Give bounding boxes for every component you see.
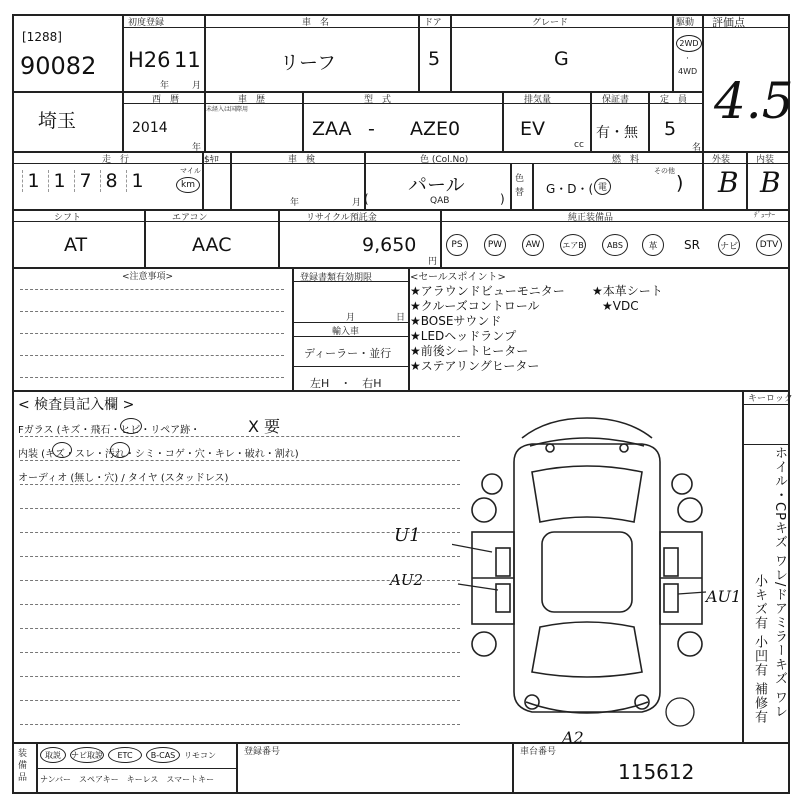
km-text: km (181, 180, 195, 190)
steering-value: 左H ・ 右H (310, 377, 382, 390)
mileage-digit: 1 (22, 170, 44, 192)
equip-dtv-text: DTV (759, 240, 779, 250)
reg-day-unit: 日 (396, 313, 406, 323)
capacity-label: 定 員 (660, 95, 688, 105)
history-label: 車 歴 (238, 95, 266, 105)
sales-point: ★本革シート (592, 284, 663, 298)
notes-label: <注意事項> (122, 272, 174, 282)
sales-point: ★BOSEサウンド (410, 314, 502, 328)
aircon-label: エアコン (172, 213, 208, 223)
chassis-number: 115612 (618, 760, 695, 784)
items-label: 装備品 (18, 749, 28, 783)
auction-number: 90082 (20, 52, 97, 80)
fuel-electric-circled (594, 178, 611, 195)
cc-unit: cc (574, 140, 584, 150)
aircon-value: AAC (192, 234, 232, 256)
year-unit: 年 (160, 81, 170, 91)
reg-number-label: 登録番号 (244, 747, 281, 757)
chassis-label: 車台番号 (520, 747, 557, 757)
inspector-interior: 内装 (キズ・スレ・汚れ・シミ・コゲ・穴・キレ・破れ・割れ) (18, 449, 299, 460)
equip-dtv (756, 234, 782, 256)
item-spare-key: スペアキー (79, 775, 119, 784)
fglass-mark: X 要 (248, 417, 281, 436)
sales-point: ★VDC (602, 299, 639, 313)
damage-u1: U1 (394, 525, 421, 546)
drive-dot: · (686, 54, 689, 64)
mileage-digit: 1 (126, 170, 148, 192)
auction-sheet (12, 14, 794, 794)
doors-label: ドア (424, 18, 442, 28)
equip-ps-text: PS (451, 240, 463, 250)
score-value: 4.5 (714, 72, 794, 130)
displacement-value: EV (520, 118, 546, 140)
interior-scratch-circle (52, 442, 72, 458)
sales-points-right (592, 284, 663, 314)
key-label: キーロック (748, 394, 793, 404)
reg-month-unit: 月 (346, 313, 356, 323)
sales-point: ★前後シートヒーター (410, 344, 529, 358)
fglass-chip-circle (120, 418, 142, 434)
warranty-value: 有・無 (596, 125, 638, 141)
exterior-label: 外装 (712, 155, 731, 165)
inspector-audio: オーディオ (無し・穴) / タイヤ (スタッドレス) (18, 473, 229, 484)
color-change-label: 色替 (515, 174, 525, 198)
first-reg-era-year: H26 (128, 48, 171, 72)
km-circled (176, 177, 200, 193)
inspection-year-unit: 年 (290, 198, 300, 208)
sales-point: ★クルーズコントロール (410, 299, 540, 313)
reg-expiry-label: 登録書類有効期限 (300, 273, 373, 283)
color-label: 色 (Col.No) (420, 155, 469, 165)
side-text-1: ホイル・CPキズ ワレ/ドアミラーキズ ワレ (772, 446, 787, 719)
item-keyless: キーレス (126, 775, 159, 784)
gregorian-label: 西 暦 (152, 95, 180, 105)
equip-navi (718, 234, 740, 256)
color-paren-open: ( (364, 192, 369, 206)
yen-unit: 円 (428, 257, 438, 267)
item-navi-manual: ナビ取説 (70, 747, 104, 763)
fuel-electric-text: 電 (597, 183, 607, 193)
damage-a2: A2 (562, 728, 584, 747)
inspector-label: < 検査員記入欄 > (18, 397, 135, 413)
score-label: 評価点 (712, 16, 745, 29)
car-name-label: 車 名 (302, 18, 330, 28)
shift-label: シフト (54, 213, 82, 223)
inspection-month-unit: 月 (352, 198, 362, 208)
equip-abs-text: ABS (607, 240, 623, 250)
items-row-1 (40, 747, 216, 763)
interior-stain-circle (110, 442, 130, 458)
item-bcas: B-CAS (146, 747, 180, 763)
model-dash: - (368, 118, 375, 140)
doors-value: 5 (428, 48, 441, 70)
fuel-label: 燃 料 (612, 155, 640, 165)
recycle-label: リサイクル預託金 (306, 213, 377, 223)
exterior-grade: B (718, 166, 739, 199)
equip-abs (602, 234, 628, 256)
item-remote: リモコン (184, 751, 216, 760)
grade-value: G (554, 48, 569, 70)
month-unit: 月 (192, 81, 202, 91)
items-row-2 (40, 774, 214, 785)
history-sub: 未経入は国際用 (206, 106, 249, 113)
first-reg-label: 初度登録 (128, 18, 165, 28)
equipment-label: 純正装備品 (568, 213, 614, 223)
color-value: パール (408, 174, 465, 196)
model-year-unit: 年 (192, 143, 202, 153)
car-body-diagram (452, 412, 722, 732)
model-code: AZE0 (410, 118, 461, 140)
mileage-digit: 7 (74, 170, 96, 192)
drive-4wd: 4WD (678, 67, 698, 76)
capacity-unit: 名 (692, 143, 702, 153)
grade-label: グレード (532, 18, 569, 28)
sales-label: <セールスポイント> (410, 272, 506, 283)
equip-ps (446, 234, 468, 256)
sales-point: ★ステアリングヒーター (410, 359, 540, 373)
region: 埼玉 (38, 110, 77, 132)
import-label: 輸入車 (332, 327, 360, 337)
damage-au1: AU1 (706, 587, 742, 606)
interior-label: 内装 (756, 155, 775, 165)
drive-2wd-circled (676, 35, 702, 52)
mileage-unit-label: $ｷﾛ (204, 155, 219, 165)
sales-point: ★LEDヘッドランプ (410, 329, 517, 343)
model-label: 型 式 (364, 95, 392, 105)
mileage-label: 走 行 (102, 155, 130, 165)
item-number: ナンバー (40, 775, 72, 784)
lot-number: [1288] (22, 30, 62, 44)
inspector-fglass: Fガラス (キズ・飛石・ヒビ・リペア跡・ (18, 425, 201, 436)
shift-value: AT (64, 234, 88, 256)
mileage-digits (22, 170, 148, 192)
fuel-other-label: その他 (654, 167, 675, 175)
equip-leather (642, 234, 664, 256)
capacity-value: 5 (664, 118, 677, 140)
equip-airbag-text: エアB (562, 240, 584, 250)
interior-grade: B (760, 166, 781, 199)
fuel-close: ) (676, 172, 684, 194)
equip-navi-text: ナビ (719, 241, 738, 252)
drive-2wd-text: 2WD (679, 39, 699, 48)
equip-aw-text: AW (525, 240, 541, 250)
inspection-label: 車 検 (288, 155, 316, 165)
color-paren-close: ) (500, 192, 505, 206)
car-name: リーフ (280, 52, 337, 74)
first-reg-month: 11 (174, 48, 201, 72)
drive-label: 駆動 (676, 18, 695, 28)
model-year: 2014 (132, 120, 168, 136)
color-code: QAB (430, 196, 450, 206)
sales-point: ★アラウンドビューモニター (410, 284, 565, 298)
extra-equip-label: ﾃﾞｭｰﾅｰ (754, 211, 775, 219)
recycle-fee: 9,650 (362, 234, 417, 256)
mile-label: マイル (180, 167, 201, 175)
side-text-2: 小キズ有 小凹有 補修有 (752, 574, 767, 725)
warranty-label: 保証書 (602, 95, 630, 105)
item-manual: 取説 (40, 747, 66, 763)
sales-points-left (410, 284, 565, 374)
item-etc: ETC (108, 747, 142, 763)
equip-leather-text: 革 (648, 241, 658, 252)
model-prefix: ZAA (312, 118, 352, 140)
equip-airbag (560, 234, 586, 256)
equip-aw (522, 234, 544, 256)
mileage-digit: 1 (48, 170, 70, 192)
import-value: ディーラー・並行 (304, 347, 392, 360)
equip-sunroof: SR (684, 238, 700, 252)
item-smart-key: スマートキー (166, 775, 215, 784)
damage-au2: AU2 (390, 571, 424, 589)
displacement-label: 排気量 (524, 95, 552, 105)
equip-pw-text: PW (487, 240, 503, 250)
fuel-value: G・D・( (546, 182, 594, 196)
mileage-digit: 8 (100, 170, 122, 192)
equip-pw (484, 234, 506, 256)
